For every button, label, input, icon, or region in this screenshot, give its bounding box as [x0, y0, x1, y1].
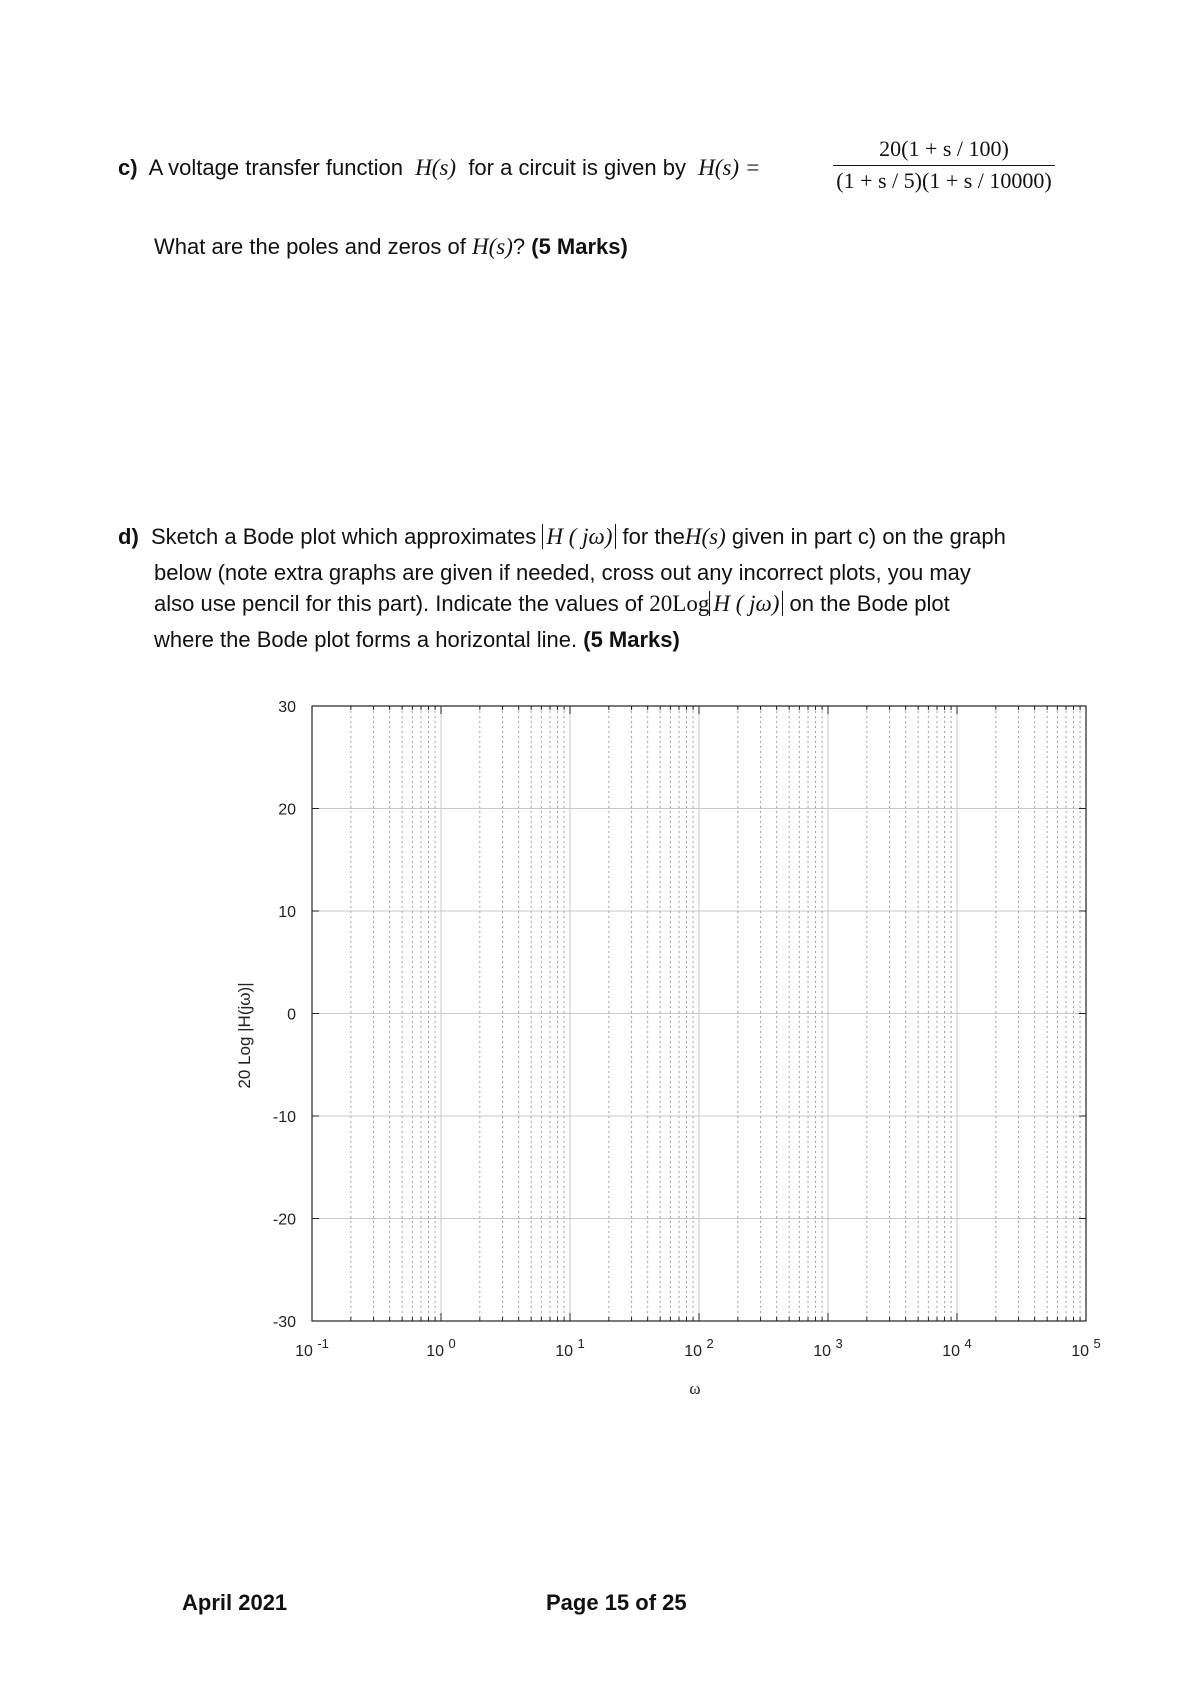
part-c-hs-2: H(s) = — [698, 155, 761, 180]
part-d-text-3a: also use pencil for this part). Indicate the values of — [154, 591, 644, 616]
part-d-text-1a: Sketch a Bode plot which approximates — [151, 524, 537, 549]
part-d-line-2: below (note extra graphs are given if needed, cross out any incorrect plots, you may — [154, 560, 971, 585]
log-label: 20Log — [649, 591, 710, 616]
x-tick-label: 10 $^{-1}$ — [295, 1336, 329, 1360]
question-mark: ? — [512, 234, 526, 259]
y-tick-label: -20 — [272, 1211, 296, 1229]
fraction-denominator: (1 + s / 5)(1 + s / 10000) — [836, 168, 1052, 193]
part-d-text-1c: given in part c) on the graph — [731, 524, 1006, 549]
x-tick-label: 10 $^0$ — [426, 1336, 456, 1360]
part-d-label: d) — [118, 524, 139, 549]
y-tick-label: 20 — [278, 801, 296, 819]
part-d-marks: (5 Marks) — [583, 627, 680, 652]
part-c-label: c) — [118, 155, 138, 180]
y-tick-label: 30 — [278, 699, 296, 716]
part-d-text-3b: on the Bode plot — [789, 591, 950, 616]
part-c-hs-1: H(s) — [415, 155, 457, 180]
part-d-hs: H(s) — [684, 524, 726, 549]
part-c-text-2: for a circuit is given by — [468, 155, 686, 180]
part-d-text-4: where the Bode plot forms a horizontal line. — [154, 627, 578, 652]
abs-h-jw-2: H ( jω) — [709, 591, 783, 616]
footer-page-number: Page 15 of 25 — [546, 1590, 687, 1615]
y-axis-label: 20 Log |H(jω)| — [235, 982, 254, 1089]
y-tick-label: -30 — [272, 1314, 296, 1331]
y-tick-label: 10 — [278, 904, 296, 921]
x-tick-label: 10 $^3$ — [813, 1336, 843, 1360]
x-tick-label: 10 $^4$ — [942, 1336, 972, 1360]
x-tick-label: 10 $^2$ — [684, 1336, 714, 1360]
part-c-marks: (5 Marks) — [531, 234, 628, 259]
abs-h-jw-1: H ( jω) — [542, 524, 616, 549]
question-text: What are the poles and zeros of — [154, 234, 466, 259]
x-tick-label: 10 $^1$ — [555, 1336, 585, 1360]
footer-date: April 2021 — [182, 1590, 288, 1615]
fraction-numerator: 20(1 + s / 100) — [879, 136, 1009, 161]
x-tick-label: 10 $^5$ — [1071, 1336, 1101, 1360]
part-c-text-1: A voltage transfer function — [148, 155, 403, 180]
y-tick-label: 0 — [287, 1006, 296, 1024]
y-tick-label: -10 — [272, 1109, 296, 1126]
x-axis-label: ω — [689, 1379, 701, 1398]
question-hs: H(s) — [471, 234, 513, 259]
part-d-text-1b: for the — [622, 524, 685, 549]
